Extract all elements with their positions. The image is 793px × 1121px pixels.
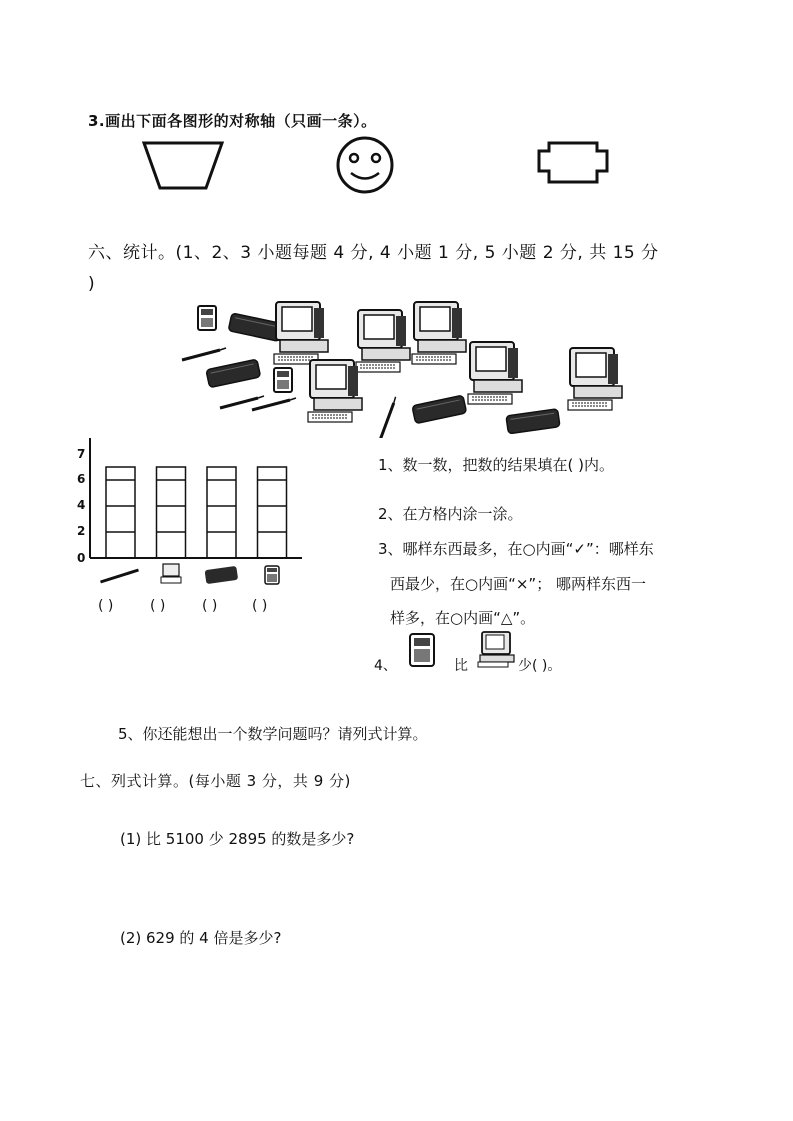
- pencil-case-icon: [206, 359, 261, 387]
- answer-blank[interactable]: ( ): [98, 598, 114, 614]
- section6-title: 六、统计。(1、2、3 小题每题 4 分, 4 小题 1 分, 5 小题 2 分, 共 15 分: [88, 243, 659, 263]
- answer-blank[interactable]: ( ): [202, 598, 218, 614]
- question-3-line2: 西最少，在○内画“×”； 哪两样东西一: [390, 575, 646, 593]
- computer-icon: [274, 302, 328, 364]
- calculator-icon: [265, 566, 279, 584]
- question-4-shao: 少( )。: [518, 658, 562, 674]
- pencil-icon: [101, 570, 139, 582]
- y-tick-label: 7: [77, 447, 86, 461]
- computer-icon: [412, 302, 466, 364]
- computer-icon: [161, 564, 181, 583]
- question-4-number: 4、: [374, 658, 397, 674]
- question-4-bi: 比: [454, 658, 468, 674]
- pencil-case-icon: [228, 313, 283, 341]
- chart-column[interactable]: [157, 467, 186, 558]
- answer-blank[interactable]: ( ): [252, 598, 268, 614]
- calculator-icon: [274, 368, 292, 392]
- chart-column[interactable]: [258, 467, 287, 558]
- objects-illustration: [180, 298, 640, 438]
- answer-blank[interactable]: ( ): [150, 598, 166, 614]
- problem-2: (2) 629 的 4 倍是多少?: [120, 929, 282, 947]
- trapezoid-shape: [140, 138, 230, 193]
- computer-icon: [356, 310, 410, 372]
- computer-icon: [308, 360, 362, 422]
- pencil-icon: [370, 397, 405, 438]
- smiley-face-shape: [333, 136, 397, 194]
- pencil-case-icon: [506, 409, 560, 434]
- pencil-case-icon: [412, 395, 467, 423]
- pencil-icon: [182, 348, 226, 360]
- pencil-case-icon: [205, 566, 239, 584]
- chart-column[interactable]: [106, 467, 135, 558]
- y-tick-label: 4: [77, 498, 86, 512]
- section7-title: 七、列式计算。(每小题 3 分，共 9 分): [80, 772, 351, 790]
- y-tick-label: 6: [77, 472, 86, 486]
- question-3-line3: 样多，在○内画“△”。: [390, 609, 536, 627]
- question-2: 2、在方格内涂一涂。: [378, 505, 523, 523]
- computer-icon: [468, 342, 522, 404]
- computer-icon: [476, 630, 518, 668]
- computer-icon: [568, 348, 622, 410]
- section6-title-cont: ): [88, 274, 95, 294]
- chart-column[interactable]: [207, 467, 236, 558]
- question-3-line1: 3、哪样东西最多，在○内画“✓”：哪样东: [378, 540, 654, 558]
- q3-instruction: 3.画出下面各图形的对称轴（只画一条）。: [88, 112, 377, 130]
- pencil-icon: [220, 396, 264, 408]
- statistics-chart: [74, 436, 308, 588]
- y-tick-label: 2: [77, 524, 86, 538]
- calculator-icon: [198, 306, 216, 330]
- pencil-icon: [252, 398, 296, 410]
- calculator-icon: [407, 632, 437, 668]
- problem-1: (1) 比 5100 少 2895 的数是多少?: [120, 830, 355, 848]
- question-1: 1、数一数，把数的结果填在( )内。: [378, 456, 615, 474]
- question-5: 5、你还能想出一个数学问题吗？请列式计算。: [118, 725, 428, 743]
- notched-rectangle-shape: [535, 140, 611, 186]
- y-tick-label: 0: [77, 551, 86, 565]
